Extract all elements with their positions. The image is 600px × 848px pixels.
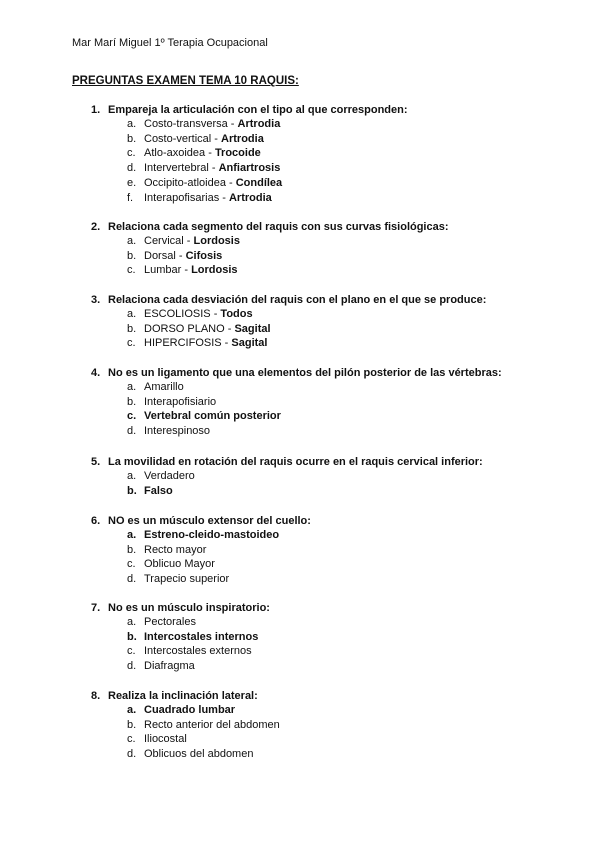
option-text: Intercostales internos <box>144 630 259 643</box>
question-heading <box>91 455 561 469</box>
option-letter: a. <box>127 470 137 482</box>
option-item <box>91 424 561 439</box>
option-text: Amarillo <box>144 381 184 393</box>
option-body <box>144 747 253 762</box>
correct-option <box>91 409 561 424</box>
option-text: Falso <box>144 484 173 497</box>
option-body <box>144 409 281 424</box>
option-letter: a. <box>127 529 137 541</box>
option-letter: a. <box>127 308 137 320</box>
option-body <box>144 191 272 206</box>
option-item <box>91 469 561 484</box>
option-answer: Cifosis <box>185 249 223 262</box>
question-3 <box>91 293 561 351</box>
correct-option <box>91 630 561 645</box>
option-letter: d. <box>127 748 137 761</box>
option-letter: d. <box>127 660 137 673</box>
option-letter: a. <box>127 616 137 628</box>
option-item <box>91 557 561 572</box>
question-1 <box>91 103 561 205</box>
option-letter: b. <box>127 484 137 497</box>
option-letter: a. <box>127 704 137 716</box>
option-list <box>91 234 561 278</box>
question-text: Empareja la articulación con el tipo al que corresponden: <box>108 104 408 116</box>
option-answer: Artrodia <box>221 132 264 145</box>
option-body <box>144 336 267 351</box>
option-list <box>91 703 561 762</box>
option-text: Interapofisiario <box>144 395 217 408</box>
option-letter: a. <box>127 118 137 130</box>
option-item <box>91 263 561 278</box>
option-item <box>91 336 561 351</box>
option-list <box>91 307 561 351</box>
option-text: Cuadrado lumbar <box>144 704 236 716</box>
option-text: Costo-transversa - <box>144 118 238 130</box>
option-body <box>144 117 280 132</box>
option-item <box>91 249 561 264</box>
option-item <box>91 146 561 161</box>
question-5 <box>91 455 561 498</box>
question-number: 8. <box>91 690 101 702</box>
question-heading <box>91 601 561 615</box>
option-body <box>144 718 280 733</box>
option-body <box>144 615 196 630</box>
option-text: Interapofisarias - <box>144 191 229 204</box>
option-text: Vertebral común posterior <box>144 410 281 423</box>
option-item <box>91 747 561 762</box>
option-text: Verdadero <box>144 470 195 482</box>
option-answer: Sagital <box>234 322 271 335</box>
option-letter: d. <box>127 425 137 438</box>
question-number: 1. <box>91 104 101 116</box>
option-item <box>91 322 561 337</box>
question-text: No es un ligamento que una elementos del pilón posterior de las vértebras: <box>108 367 502 379</box>
page-header: Mar Marí Miguel 1º Terapia Ocupacional <box>72 37 268 49</box>
option-text: Trapecio superior <box>144 573 230 586</box>
option-text: Oblicuos del abdomen <box>144 748 254 761</box>
question-number: 3. <box>91 294 101 306</box>
question-number: 5. <box>91 456 101 468</box>
option-body <box>144 484 173 499</box>
option-text: Costo-vertical - <box>144 132 222 145</box>
option-letter: b. <box>127 718 137 731</box>
option-body <box>144 322 271 337</box>
option-text: Dorsal - <box>144 249 186 262</box>
option-body <box>144 528 279 543</box>
option-letter: d. <box>127 162 137 175</box>
option-text: Intervertebral - <box>144 162 219 175</box>
question-number: 4. <box>91 367 101 379</box>
option-letter: c. <box>127 558 136 571</box>
option-letter: f. <box>127 191 134 204</box>
option-list <box>91 615 561 674</box>
option-body <box>144 146 261 161</box>
option-text: Pectorales <box>144 616 196 628</box>
question-text: No es un músculo inspiratorio: <box>108 602 270 614</box>
question-7 <box>91 601 561 674</box>
question-heading <box>91 220 561 234</box>
option-item <box>91 659 561 674</box>
option-text: Recto mayor <box>144 543 207 556</box>
correct-option <box>91 484 561 499</box>
option-list <box>91 469 561 498</box>
question-text: Relaciona cada desviación del raquis con el plano en el que se produce: <box>108 294 487 306</box>
option-body <box>144 543 206 558</box>
option-text: Diafragma <box>144 660 195 673</box>
question-number: 7. <box>91 602 101 614</box>
option-letter: c. <box>127 733 136 746</box>
option-letter: b. <box>127 630 137 643</box>
option-body <box>144 732 187 747</box>
option-letter: b. <box>127 322 137 335</box>
option-body <box>144 234 240 249</box>
option-body <box>144 263 238 278</box>
option-letter: c. <box>127 337 136 350</box>
question-text: Relaciona cada segmento del raquis con sus curvas fisiológicas: <box>108 221 449 233</box>
option-item <box>91 176 561 191</box>
option-text: Lumbar - <box>144 264 192 277</box>
option-list <box>91 380 561 439</box>
option-body <box>144 630 258 645</box>
question-8 <box>91 689 561 762</box>
option-body <box>144 380 184 395</box>
option-body <box>144 703 235 718</box>
question-text: Realiza la inclinación lateral: <box>108 690 258 702</box>
option-list <box>91 117 561 205</box>
option-body <box>144 161 280 176</box>
option-letter: c. <box>127 645 136 658</box>
option-letter: c. <box>127 147 136 160</box>
option-item <box>91 132 561 147</box>
option-item <box>91 117 561 132</box>
question-heading <box>91 293 561 307</box>
correct-option <box>91 703 561 718</box>
option-answer: Artrodia <box>237 118 281 130</box>
option-answer: Trocoide <box>214 147 261 160</box>
question-number: 6. <box>91 515 101 527</box>
option-answer: Lordosis <box>191 264 238 277</box>
option-body <box>144 176 282 191</box>
question-4 <box>91 366 561 439</box>
question-2 <box>91 220 561 278</box>
option-item <box>91 644 561 659</box>
option-text: Estreno-cleido-mastoideo <box>144 529 280 541</box>
option-letter: b. <box>127 395 137 408</box>
option-text: Occipito-atloidea - <box>144 176 236 189</box>
option-letter: b. <box>127 543 137 556</box>
question-heading <box>91 689 561 703</box>
option-body <box>144 395 216 410</box>
option-letter: e. <box>127 176 137 189</box>
option-item <box>91 572 561 587</box>
option-item <box>91 732 561 747</box>
option-text: Atlo-axoidea - <box>144 147 215 160</box>
option-letter: a. <box>127 381 137 393</box>
option-list <box>91 528 561 587</box>
option-body <box>144 249 222 264</box>
question-number: 2. <box>91 221 101 233</box>
option-item <box>91 307 561 322</box>
option-answer: Todos <box>220 308 253 320</box>
option-letter: b. <box>127 132 137 145</box>
correct-option <box>91 528 561 543</box>
option-text: Recto anterior del abdomen <box>144 718 280 731</box>
option-body <box>144 469 195 484</box>
option-text: Oblicuo Mayor <box>144 558 215 571</box>
option-item <box>91 543 561 558</box>
option-text: Interespinoso <box>144 425 211 438</box>
document-title: PREGUNTAS EXAMEN TEMA 10 RAQUIS: <box>72 75 299 87</box>
option-text: Cervical - <box>144 235 194 247</box>
option-answer: Condílea <box>235 176 283 189</box>
option-item <box>91 395 561 410</box>
option-item <box>91 718 561 733</box>
option-answer: Anfiartrosis <box>218 162 281 175</box>
option-text: ESCOLIOSIS - <box>144 308 221 320</box>
question-heading <box>91 103 561 117</box>
option-item <box>91 615 561 630</box>
option-item <box>91 234 561 249</box>
option-body <box>144 557 215 572</box>
option-body <box>144 132 264 147</box>
option-text: Intercostales externos <box>144 645 252 658</box>
option-body <box>144 572 229 587</box>
option-body <box>144 424 210 439</box>
option-item <box>91 161 561 176</box>
option-text: HIPERCIFOSIS - <box>144 337 232 350</box>
option-letter: c. <box>127 264 136 277</box>
question-heading <box>91 514 561 528</box>
option-item <box>91 380 561 395</box>
option-text: DORSO PLANO - <box>144 322 235 335</box>
option-letter: d. <box>127 573 137 586</box>
option-text: Iliocostal <box>144 733 187 746</box>
question-text: NO es un músculo extensor del cuello: <box>108 515 311 527</box>
option-body <box>144 659 195 674</box>
option-body <box>144 307 253 322</box>
question-6 <box>91 514 561 587</box>
option-letter: b. <box>127 249 137 262</box>
option-answer: Artrodia <box>228 191 272 204</box>
option-answer: Sagital <box>231 337 268 350</box>
question-heading <box>91 366 561 380</box>
question-text: La movilidad en rotación del raquis ocurre en el raquis cervical inferior: <box>108 456 483 468</box>
option-item <box>91 191 561 206</box>
option-letter: c. <box>127 410 137 423</box>
option-body <box>144 644 252 659</box>
option-letter: a. <box>127 235 137 247</box>
option-answer: Lordosis <box>193 235 240 247</box>
